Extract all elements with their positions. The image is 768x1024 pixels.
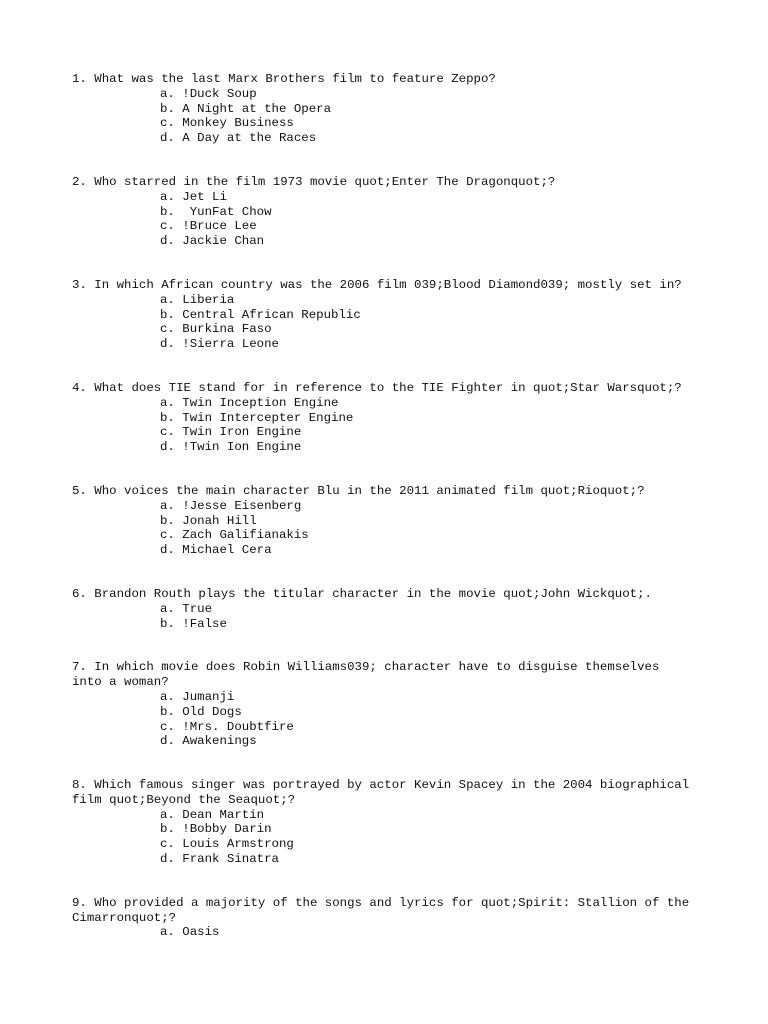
answer-options bbox=[72, 499, 712, 558]
answer-option-d: d. A Day at the Races bbox=[160, 131, 317, 146]
answer-option-d: d. Awakenings bbox=[160, 734, 257, 749]
answer-option-d: d. Michael Cera bbox=[160, 543, 272, 558]
answer-option-a: a. !Duck Soup bbox=[160, 86, 257, 101]
answer-options bbox=[72, 602, 712, 632]
question-text: 7. In which movie does Robin Williams039; character have to disguise themselves into a woman? bbox=[72, 660, 660, 690]
question-text: 9. Who provided a majority of the songs and lyrics for quot;Spirit: Stallion of the Cimarronquot;? bbox=[72, 895, 690, 925]
answer-option-d: d. !Twin Ion Engine bbox=[160, 440, 302, 455]
question-1 bbox=[72, 72, 712, 146]
question-text: 4. What does TIE stand for in reference to the TIE Fighter in quot;Star Warsquot;? bbox=[72, 380, 682, 395]
answer-option-b: b. Old Dogs bbox=[160, 704, 242, 719]
answer-option-c: c. !Mrs. Doubtfire bbox=[160, 719, 294, 734]
quiz-document bbox=[72, 72, 712, 969]
question-6 bbox=[72, 587, 712, 631]
answer-option-b: b. A Night at the Opera bbox=[160, 101, 332, 116]
answer-options bbox=[72, 293, 712, 352]
answer-option-d: d. !Sierra Leone bbox=[160, 337, 279, 352]
answer-option-c: c. Burkina Faso bbox=[160, 322, 272, 337]
answer-option-c: c. Zach Galifianakis bbox=[160, 528, 309, 543]
question-text: 3. In which African country was the 2006 film 039;Blood Diamond039; mostly set in? bbox=[72, 277, 682, 292]
answer-option-a: a. Jumanji bbox=[160, 689, 235, 704]
answer-option-b: b. Jonah Hill bbox=[160, 513, 257, 528]
answer-options bbox=[72, 190, 712, 249]
question-7 bbox=[72, 660, 712, 749]
answer-option-a: a. Dean Martin bbox=[160, 807, 265, 822]
question-3 bbox=[72, 278, 712, 352]
answer-option-d: d. Frank Sinatra bbox=[160, 852, 279, 867]
answer-options bbox=[72, 87, 712, 146]
answer-options bbox=[72, 925, 712, 940]
answer-options bbox=[72, 396, 712, 455]
answer-option-a: a. !Jesse Eisenberg bbox=[160, 498, 302, 513]
answer-option-d: d. Jackie Chan bbox=[160, 234, 265, 249]
question-text: 5. Who voices the main character Blu in the 2011 animated film quot;Rioquot;? bbox=[72, 483, 645, 498]
answer-options bbox=[72, 808, 712, 867]
answer-option-b: b. !Bobby Darin bbox=[160, 822, 272, 837]
question-5 bbox=[72, 484, 712, 558]
question-2 bbox=[72, 175, 712, 249]
answer-option-a: a. Liberia bbox=[160, 292, 235, 307]
answer-option-b: b. Twin Intercepter Engine bbox=[160, 410, 354, 425]
answer-option-a: a. Twin Inception Engine bbox=[160, 395, 339, 410]
question-text: 6. Brandon Routh plays the titular character in the movie quot;John Wickquot;. bbox=[72, 586, 652, 601]
answer-option-c: c. Louis Armstrong bbox=[160, 837, 294, 852]
answer-option-a: a. Jet Li bbox=[160, 189, 227, 204]
answer-option-b: b. !False bbox=[160, 616, 227, 631]
answer-option-a: a. Oasis bbox=[160, 925, 220, 940]
question-9 bbox=[72, 896, 712, 940]
answer-option-c: c. Monkey Business bbox=[160, 116, 294, 131]
question-text: 2. Who starred in the film 1973 movie quot;Enter The Dragonquot;? bbox=[72, 174, 556, 189]
question-text: 1. What was the last Marx Brothers film to feature Zeppo? bbox=[72, 72, 496, 86]
answer-option-c: c. Twin Iron Engine bbox=[160, 425, 302, 440]
answer-options bbox=[72, 690, 712, 749]
question-8 bbox=[72, 778, 712, 867]
question-4 bbox=[72, 381, 712, 455]
question-text: 8. Which famous singer was portrayed by actor Kevin Spacey in the 2004 biographical film quot;Beyond the Seaquot;? bbox=[72, 778, 690, 807]
answer-option-a: a. True bbox=[160, 601, 213, 616]
answer-option-b: b. YunFat Chow bbox=[160, 204, 272, 219]
answer-option-b: b. Central African Republic bbox=[160, 307, 361, 322]
answer-option-c: c. !Bruce Lee bbox=[160, 219, 257, 234]
